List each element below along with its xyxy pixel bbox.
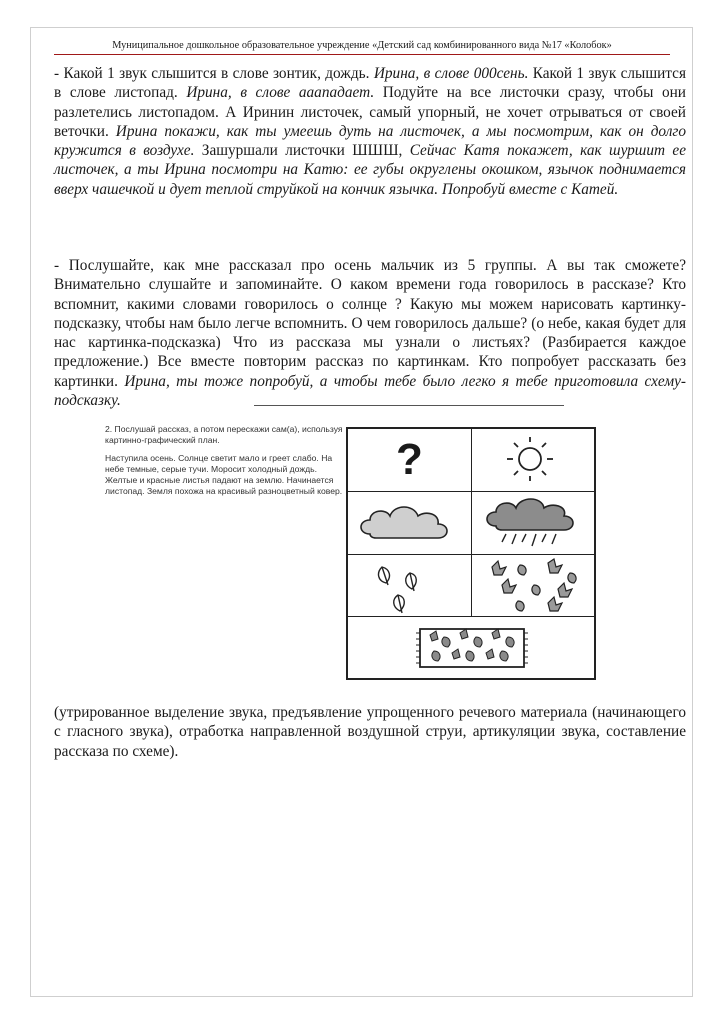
- paragraph-1: [54, 64, 686, 199]
- cloud-icon: [348, 492, 471, 554]
- task-block: [105, 424, 343, 504]
- leaf-carpet-icon: [348, 617, 594, 678]
- underline-rule: [254, 405, 564, 406]
- cell-sun: [472, 429, 594, 491]
- p1-italic-2: Ирина, в слове ааападает.: [186, 84, 375, 102]
- p2-italic-1: Ирина, ты тоже попробуй, а чтобы тебе было легко я тебе приготовила схему-подсказку.: [54, 372, 686, 410]
- cell-leaf-fall: [472, 555, 594, 617]
- p1-italic-3: Ирина покажи, как ты умеешь дуть на листочек, а мы посмотрим, как он долго кружится в воздухе.: [54, 122, 686, 160]
- cell-cloud: [348, 492, 471, 554]
- cell-rain: [472, 492, 594, 554]
- page-header: Муниципальное дошкольное образовательное учреждение «Детский сад комбинированного вида №17 «Колобок»: [54, 40, 670, 55]
- leaf-fall-icon: [472, 555, 594, 617]
- paragraph-2: [54, 256, 686, 410]
- task-story: Наступила осень. Солнце светит мало и греет слабо. На небе темные, серые тучи. Моросит холодный дождь. Желтые и красные листья падают на землю. Начинается листопад. Земля похожа на красивый разноцветный ковер.: [105, 453, 343, 496]
- picture-plan-grid: [346, 427, 596, 680]
- p1-text-4: Зашуршали листочки ШШШ,: [194, 142, 410, 160]
- cell-question: [348, 429, 471, 491]
- task-instruction: 2. Послушай рассказ, а потом перескажи сам(а), используя картинно-графический план.: [105, 424, 343, 445]
- falling-leaves-icon: [348, 555, 471, 617]
- cell-leaves: [348, 555, 471, 617]
- footer-note: (утрированное выделение звука, предъявление упрощенного речевого материала (начинающего с гласного звука), отработка направленной воздушной струи, артикуляции звука, составление рассказа по схеме).: [54, 704, 686, 760]
- p1-italic-1: Ирина, в слове 000сень.: [373, 65, 529, 82]
- p1-text-1: - Какой 1 звук слышится в слове зонтик, дождь.: [54, 65, 374, 82]
- p1-text-3: Подуйте на все листочки сразу, чтобы они разлетелись листопадом. А Иринин листочек, самый упорный, не хочет отрываться от своей веточки.: [54, 84, 686, 140]
- p2-text-1: - Послушайте, как мне рассказал про осень мальчик из 5 группы. А вы так сможете? Внимательно слушайте и запоминайте. О каком времени года говорилось в рассказе? Кто вспомнит, какими словами говорилось о солнце ? Какую мы можем нарисовать картинку-подсказку, чтобы нам было легче вспомнить. О чем говорилось дальше? (о небе, какая будет для нас картинка-подсказка) Что из рассказа мы узнали о листьях? (Разбирается каждое предложение.) Все вместе повторим рассказ по картинкам. Кто попробует рассказать без картинки.: [54, 257, 686, 390]
- cell-carpet: [348, 617, 594, 678]
- question-mark-icon: ?: [396, 435, 423, 484]
- sun-icon: [472, 429, 594, 491]
- p1-italic-4: Сейчас Катя покажет, как шуршит ее листочек, а ты Ирина посмотри на Катю: ее губы округлены окошком, язычок поднимается вверх чашечкой и дует теплой струйкой на кончик язычка. Попробуй вместе с Катей.: [54, 142, 686, 198]
- p1-text-2: Какой 1 звук слышится в слове листопад.: [54, 65, 686, 102]
- rain-cloud-icon: [472, 492, 594, 554]
